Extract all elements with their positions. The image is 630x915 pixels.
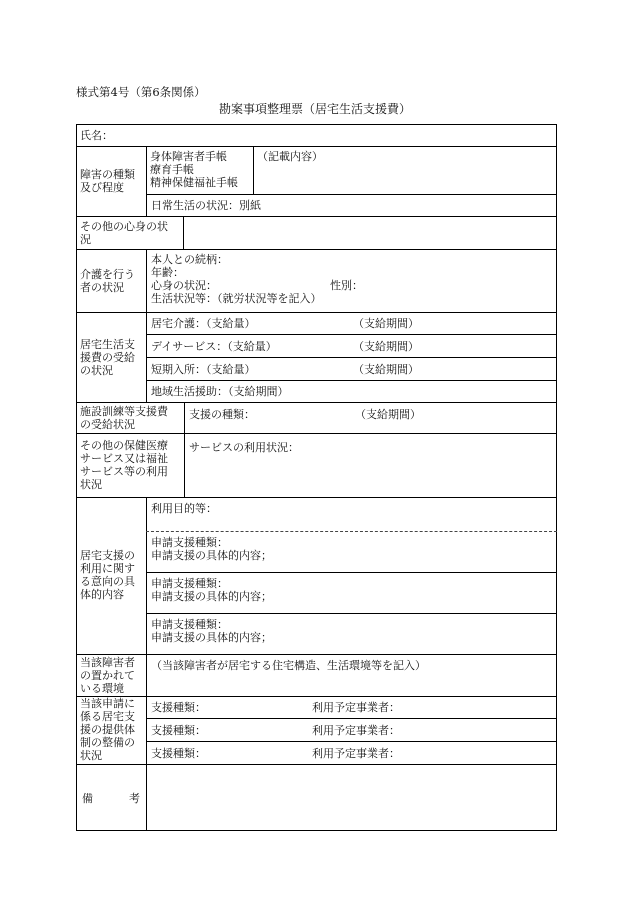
remarks-label: 備 <box>82 792 93 805</box>
home-care-service: 居宅介護：（支給量） <box>151 317 256 330</box>
planned-provider: 利用予定事業者： <box>312 724 400 737</box>
row-line <box>76 402 557 403</box>
handbook-item: 精神保健福祉手帳 <box>150 176 238 189</box>
form-number: 様式第4号（第6条関係） <box>76 85 206 99</box>
table-border-left <box>76 124 77 831</box>
caregiver-health: 心身の状況： <box>151 279 217 292</box>
planned-provider: 利用予定事業者： <box>312 701 400 714</box>
col-line <box>183 216 184 249</box>
dashed-divider <box>146 531 557 532</box>
day-service-period: （支給期間） <box>353 340 419 353</box>
other-condition-label: その他の心身の状 況 <box>80 220 168 246</box>
row-line <box>76 312 557 313</box>
provision-label: 当該申請に 係る居宅支 援の提供体 制の整備の 状況 <box>80 697 135 762</box>
facility-support-type: 支援の種類： <box>189 408 255 421</box>
environment-note: （当該障害者が居宅する住宅構造、生活環境等を記入） <box>151 659 426 672</box>
facility-period: （支給期間） <box>355 408 421 421</box>
caregiver-label: 介護を行う 者の状況 <box>80 268 135 294</box>
table-border-bottom <box>76 830 557 831</box>
day-service: デイサービス：（支給量） <box>151 340 277 353</box>
usage-purpose: 利用目的等： <box>151 502 217 515</box>
row-line <box>146 194 557 195</box>
intent-label: 居宅支援の 利用に関す る意向の具 体的内容 <box>80 549 135 601</box>
request-block: 申請支援種類： 申請支援の具体的内容； <box>151 536 272 562</box>
col-line <box>146 146 147 216</box>
community-living-support: 地域生活援助：（支給期間） <box>151 385 289 398</box>
row-line <box>76 249 557 250</box>
request-block: 申請支援種類： 申請支援の具体的内容； <box>151 577 272 603</box>
row-line <box>146 718 557 719</box>
caregiver-age: 年齢： <box>151 266 184 279</box>
facility-label: 施設訓練等支援費 の受給状況 <box>80 405 168 431</box>
disability-label: 障害の種類 及び程度 <box>80 168 135 194</box>
row-line <box>146 334 557 335</box>
caregiver-sex: 性別： <box>330 279 363 292</box>
other-services-label: その他の保健医療 サービス又は福祉 サービス等の利用 状況 <box>80 439 168 491</box>
row-line <box>146 572 557 573</box>
short-stay-period: （支給期間） <box>353 363 419 376</box>
provision-support-type: 支援種類： <box>151 724 206 737</box>
environment-label: 当該障害者 の置かれて いる環境 <box>80 656 135 695</box>
row-line <box>76 497 557 498</box>
service-usage-status: サービスの利用状況： <box>189 441 299 454</box>
handbook-item: 療育手帳 <box>150 163 194 176</box>
row-line <box>76 216 557 217</box>
col-line <box>146 249 147 312</box>
caregiver-living: 生活状況等：（就労状況等を記入） <box>151 292 322 305</box>
request-block: 申請支援種類： 申請支援の具体的内容； <box>151 618 272 644</box>
home-care-period: （支給期間） <box>353 317 419 330</box>
planned-provider: 利用予定事業者： <box>312 747 400 760</box>
table-border-right <box>556 124 557 831</box>
provision-support-type: 支援種類： <box>151 701 206 714</box>
col-line <box>184 402 185 497</box>
row-line <box>76 433 557 434</box>
home-support-label: 居宅生活支 援費の受給 の状況 <box>80 338 135 377</box>
table-border-top <box>76 124 557 125</box>
provision-support-type: 支援種類： <box>151 747 206 760</box>
remarks-field[interactable] <box>147 765 556 830</box>
handbook-item: 身体障害者手帳 <box>150 150 227 163</box>
row-line <box>146 380 557 381</box>
row-line <box>146 357 557 358</box>
short-stay-service: 短期入所：（支給量） <box>151 363 256 376</box>
row-line <box>76 654 557 655</box>
remarks-label: 考 <box>129 792 140 805</box>
name-label: 氏名： <box>80 129 113 142</box>
row-line <box>76 146 557 147</box>
daily-life-status: 日常生活の状況：別紙 <box>151 199 261 212</box>
col-line <box>253 146 254 194</box>
handbook-list <box>150 150 238 189</box>
caregiver-relationship: 本人との続柄： <box>151 253 228 266</box>
row-line <box>146 613 557 614</box>
document-title: 勘案事項整理票（居宅生活支援費） <box>218 102 411 116</box>
row-line <box>146 741 557 742</box>
record-content: （記載内容） <box>257 150 323 163</box>
row-line <box>76 696 557 697</box>
